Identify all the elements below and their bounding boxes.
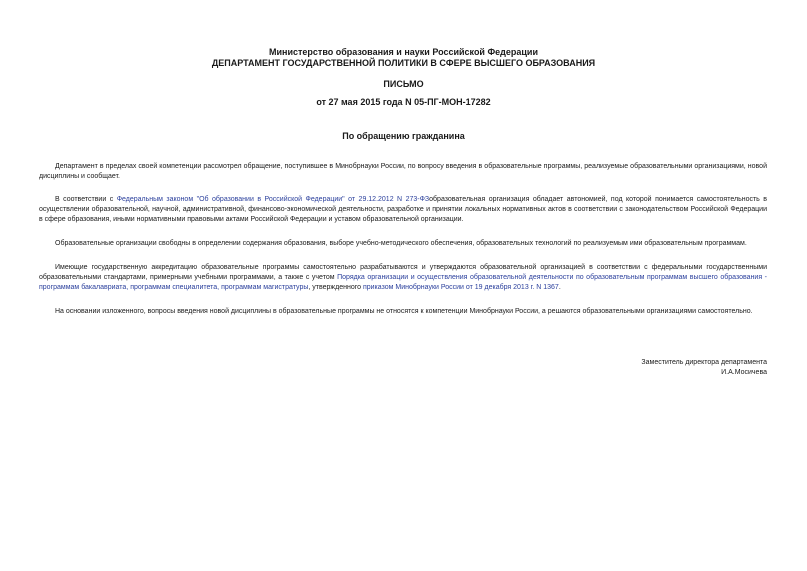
paragraph-4-text-c: . bbox=[558, 284, 561, 291]
paragraph-3: Образовательные организации свободны в определении содержания образования, выборе учебно-методического обеспечения, образовательных технологий по реализуемым ими образовательным программам. bbox=[55, 240, 747, 247]
paragraph-5: На основании изложенного, вопросы введения новой дисциплины в образовательные программы не относятся к компетенции Минобрнауки России, а решаются образовательными организациями самостоятельно. bbox=[55, 308, 753, 315]
paragraph-2-text-b: образовательная организация обладает автономией, под которой понимается самостоятельность в осуществлении образовательной, научной, административной, финансово-экономической деятельности, разработке и принятии локальных нормативных актов в соответствии с законодательством Российской Федерации в сфере образования, иными нормативными правовыми актами Российской Федерации и уставом образовательной организации. bbox=[39, 196, 768, 223]
procedure-link[interactable]: Порядка организации и осуществления образовательной деятельности по образовательным программам высшего образования - программам бакалавриата, программам специалитета, программам магистратуры bbox=[39, 274, 767, 291]
letter-type: ПИСЬМО bbox=[383, 79, 424, 89]
signature-block bbox=[641, 358, 767, 378]
paragraph-4-text-a: Имеющие государственную аккредитацию образовательные программы самостоятельно разрабатываются и утверждаются образовательной организацией в соответствии с федеральными государственными образовательными стандартами, примерными учебными программами, а также с учетом bbox=[39, 264, 767, 281]
letter-subject: По обращению гражданина bbox=[342, 131, 465, 141]
paragraph-2-text-a: В соответствии с bbox=[55, 196, 117, 203]
signatory-name: И.А.Мосичева bbox=[721, 369, 767, 376]
paragraph-4-text-b: , утвержденного bbox=[308, 284, 363, 291]
letter-body bbox=[39, 162, 767, 317]
paragraph-4 bbox=[39, 263, 767, 293]
letter-header bbox=[0, 47, 807, 69]
ministry-name: Министерство образования и науки Российской Федерации bbox=[269, 47, 538, 57]
order-link[interactable]: приказом Минобрнауки России от 19 декабря 2013 г. N 1367 bbox=[362, 284, 559, 291]
department-name: ДЕПАРТАМЕНТ ГОСУДАРСТВЕННОЙ ПОЛИТИКИ В СФЕРЕ ВЫСШЕГО ОБРАЗОВАНИЯ bbox=[211, 58, 596, 68]
paragraph-2 bbox=[39, 195, 767, 225]
paragraph-1: Департамент в пределах своей компетенции рассмотрел обращение, поступившее в Минобрнауки России, по вопросу введения в образовательные программы, реализуемые образовательными организациями, новой дисциплины и сообщает. bbox=[39, 163, 767, 180]
signatory-position: Заместитель директора департамента bbox=[641, 359, 767, 366]
federal-law-link[interactable]: Федеральным законом "Об образовании в Российской Федерации" от 29.12.2012 N 273-ФЗ bbox=[116, 196, 430, 203]
letter-date-number: от 27 мая 2015 года N 05-ПГ-МОН-17282 bbox=[316, 97, 491, 107]
